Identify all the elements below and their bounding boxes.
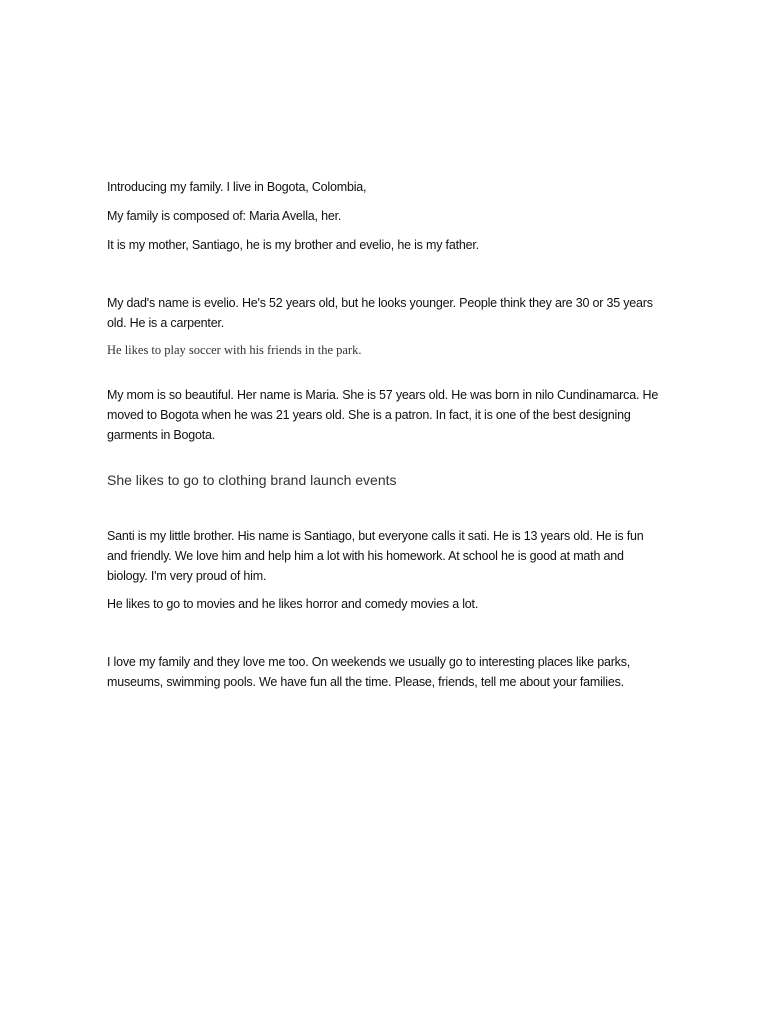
- paragraph-closing: I love my family and they love me too. On weekends we usually go to interesting places like parks, museums, swimming pools. We have fun all the time. Please, friends, tell me about your families.: [107, 655, 631, 689]
- paragraph-family-members: It is my mother, Santiago, he is my brother and evelio, he is my father.: [107, 238, 479, 252]
- paragraph-dad-hobby: He likes to play soccer with his friends in the park.: [107, 343, 362, 357]
- paragraph-dad: My dad's name is evelio. He's 52 years old, but he looks younger. People think they are 30 or 35 years old. He is a carpenter.: [107, 296, 653, 330]
- paragraph-family-composition: My family is composed of: Maria Avella, her.: [107, 209, 342, 223]
- paragraph-mom-hobby: She likes to go to clothing brand launch events: [107, 472, 397, 488]
- paragraph-brother: Santi is my little brother. His name is Santiago, but everyone calls it sati. He is 13 years old. He is fun and friendly. We love him and help him a lot with his homework. At school he is good at math and biology. I'm very proud of him.: [107, 529, 644, 583]
- paragraph-intro: Introducing my family. I live in Bogota, Colombia,: [107, 180, 367, 194]
- paragraph-mom: My mom is so beautiful. Her name is Maria. She is 57 years old. He was born in nilo Cundinamarca. He moved to Bogota when he was 21 years old. She is a patron. In fact, it is one of the best designing garments in Bogota.: [107, 388, 659, 442]
- paragraph-brother-hobby: He likes to go to movies and he likes horror and comedy movies a lot.: [107, 597, 479, 611]
